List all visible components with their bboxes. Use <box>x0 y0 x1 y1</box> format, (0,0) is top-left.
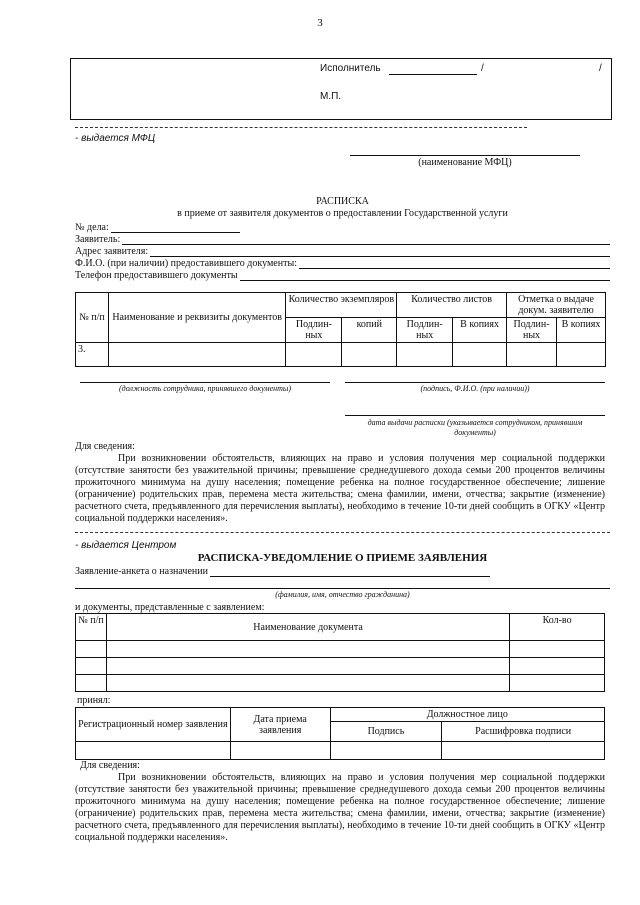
stamp-place: М.П. <box>320 91 342 102</box>
phone-label: Телефон предоставившего документы <box>75 270 238 281</box>
citizen-name-line <box>75 588 610 589</box>
address-field[interactable] <box>75 246 610 257</box>
table-cell[interactable] <box>510 641 605 658</box>
col-quantity-header: Кол-во <box>510 614 605 641</box>
table-cell[interactable] <box>507 343 557 367</box>
table-cell[interactable] <box>106 658 509 675</box>
col-official-header: Должностное лицо <box>330 708 604 722</box>
phone-field[interactable] <box>75 270 610 281</box>
citizen-name-caption: (фамилия, имя, отчество гражданина) <box>275 590 410 599</box>
col-mark-header: Отметка о выдаче докум. заявителю <box>507 293 606 318</box>
sub-originals-1: Подлин-ных <box>286 318 342 343</box>
mfc-name-line <box>350 155 580 156</box>
table-row <box>76 343 606 367</box>
table-cell[interactable] <box>557 343 606 367</box>
col-signature-header: Подпись <box>330 722 442 742</box>
position-caption: (должность сотрудника, принявшего документы) <box>119 384 291 393</box>
table-cell[interactable] <box>76 641 107 658</box>
table-row <box>76 742 605 760</box>
executor-slash-1: / <box>481 63 484 74</box>
acceptance-table <box>75 707 605 760</box>
documents-label: и документы, представленные с заявлением: <box>75 602 265 613</box>
table-cell[interactable] <box>330 742 442 760</box>
sub-copies-1: копий <box>342 318 397 343</box>
executor-signature-line <box>389 74 477 75</box>
table-row <box>76 675 605 692</box>
col-registration-header: Регистрационный номер заявления <box>76 708 231 742</box>
info-text-1: При возникновении обстоятельств, влияющих на право и условия получения мер социальной поддержки (отсутствие занятости без уважительной причины; превышение среднедушевого дохода семьи 200 процентов величины прожиточного минимума на душу населения; помещение ребенка на полное государственное обеспечение; лишение (ограничение) родительских прав, перемена места жительства; смена фамилии, имени, отчества; закрытие (изменение) расчетного счета, предъявленного для перечисления выплаты), необходимо в течение 10-ти дней сообщить в ОГКУ «Центр социальной поддержки населения». <box>75 453 605 524</box>
table-cell[interactable] <box>106 675 509 692</box>
documents-receipt-table <box>75 292 606 367</box>
sub-originals-3: Подлин-ных <box>507 318 557 343</box>
sub-copies-2: В копиях <box>453 318 507 343</box>
submitted-documents-table <box>75 613 605 692</box>
issued-by-center: - выдается Центром <box>75 540 177 551</box>
col-sheets-header: Количество листов <box>397 293 507 318</box>
applicant-label: Заявитель: <box>75 234 121 245</box>
row-number: 3. <box>76 343 109 367</box>
info-text-2: При возникновении обстоятельств, влияющих на право и условия получения мер социальной поддержки (отсутствие занятости без уважительной причины; превышение среднедушевого дохода семьи 200 процентов величины прожиточного минимума на душу населения; помещение ребенка на полное государственное обеспечение; лишение (ограничение) родительских прав, перемена места жительства; смена фамилии, имени, отчества; закрытие (изменение) расчетного счета, предъявленного для перечисления выплаты), необходимо в течение 10-ти дней сообщить в ОГКУ «Центр социальной поддержки населения». <box>75 772 605 843</box>
accepted-label: принял: <box>77 695 111 706</box>
applicant-field[interactable] <box>75 234 610 245</box>
table-row <box>76 658 605 675</box>
mfc-name-caption: (наименование МФЦ) <box>418 157 512 168</box>
col-number-header: № п/п <box>76 614 107 641</box>
executor-slash-2: / <box>599 63 602 74</box>
cut-line-1 <box>75 127 527 128</box>
application-field[interactable] <box>75 566 490 577</box>
page-number: 3 <box>317 17 323 29</box>
case-number-field[interactable] <box>75 222 240 233</box>
table-cell[interactable] <box>286 343 342 367</box>
table-cell[interactable] <box>453 343 507 367</box>
col-document-name-header: Наименование документа <box>106 614 509 641</box>
cut-line-2 <box>75 532 610 533</box>
receipt-title: РАСПИСКА <box>316 196 369 207</box>
info-label-2: Для сведения: <box>80 760 140 771</box>
info-label-1: Для сведения: <box>75 441 135 452</box>
table-cell[interactable] <box>106 641 509 658</box>
table-cell[interactable] <box>397 343 453 367</box>
receipt-subtitle: в приеме от заявителя документов о предоставлении Государственной услуги <box>177 208 508 219</box>
table-cell[interactable] <box>108 343 286 367</box>
case-number-label: № дела: <box>75 222 109 233</box>
table-cell[interactable] <box>76 658 107 675</box>
col-number-header: № п/п <box>76 293 109 343</box>
application-label: Заявление-анкета о назначении <box>75 566 208 577</box>
table-cell[interactable] <box>510 658 605 675</box>
table-cell[interactable] <box>510 675 605 692</box>
sub-copies-3: В копиях <box>557 318 606 343</box>
table-cell[interactable] <box>230 742 330 760</box>
table-cell[interactable] <box>342 343 397 367</box>
position-signature-line <box>80 382 330 383</box>
table-cell[interactable] <box>76 675 107 692</box>
address-label: Адрес заявителя: <box>75 246 149 257</box>
fio-label: Ф.И.О. (при наличии) предоставившего документы: <box>75 258 297 269</box>
sub-originals-2: Подлин-ных <box>397 318 453 343</box>
issue-date-caption: дата выдачи расписки (указывается сотрудником, принявшим документы) <box>367 418 583 437</box>
issue-date-line <box>345 415 605 416</box>
col-date-header: Дата приема заявления <box>230 708 330 742</box>
col-name-header: Наименование и реквизиты документов <box>108 293 286 343</box>
col-copies-header: Количество экземпляров <box>286 293 397 318</box>
table-cell[interactable] <box>76 742 231 760</box>
table-cell[interactable] <box>442 742 605 760</box>
table-row <box>76 641 605 658</box>
issued-by-mfc: - выдается МФЦ <box>75 133 156 144</box>
signature-caption: (подпись, Ф.И.О. (при наличии)) <box>420 384 530 393</box>
fio-field[interactable] <box>75 258 610 269</box>
signature-line <box>345 382 605 383</box>
executor-label: Исполнитель <box>320 63 381 74</box>
notification-title: РАСПИСКА-УВЕДОМЛЕНИЕ О ПРИЕМЕ ЗАЯВЛЕНИЯ <box>197 552 488 564</box>
col-decoding-header: Расшифровка подписи <box>442 722 605 742</box>
